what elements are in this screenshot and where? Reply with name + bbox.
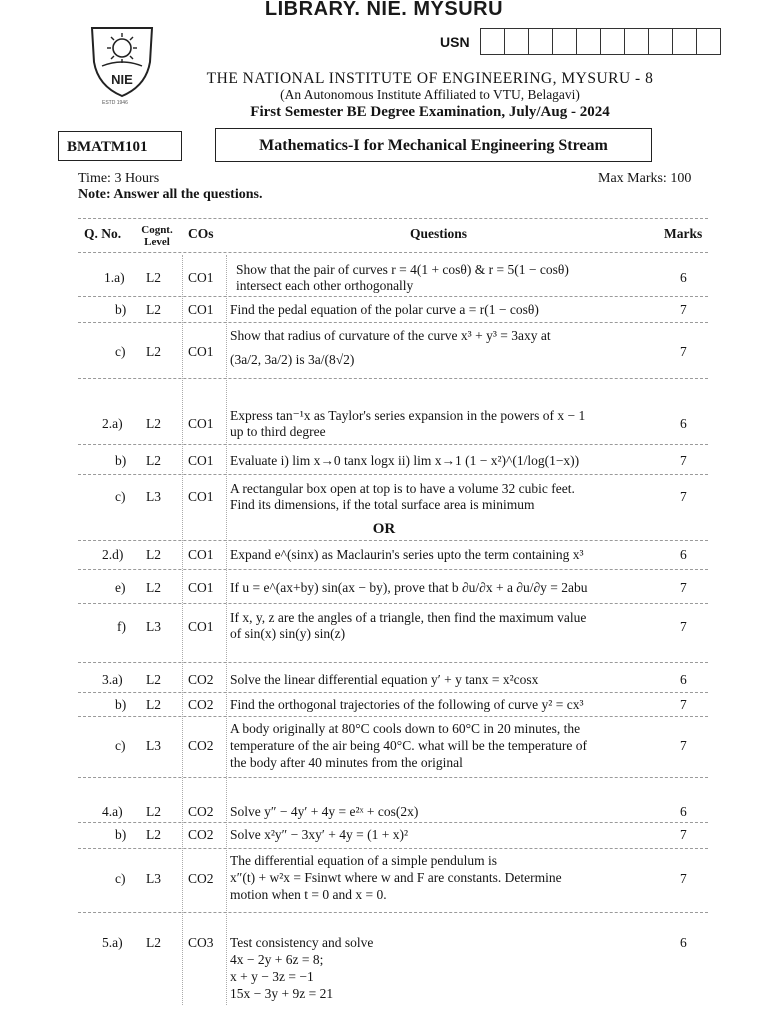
qno-cell: c) bbox=[115, 489, 126, 504]
question-text: A body originally at 80°C cools down to 60°C in 20 minutes, the bbox=[230, 721, 581, 736]
divider bbox=[78, 716, 708, 717]
divider bbox=[78, 777, 708, 778]
co-cell: CO2 bbox=[188, 738, 214, 753]
level-cell: L3 bbox=[146, 619, 161, 634]
qno-cell: 2.a) bbox=[102, 416, 123, 431]
usn-box[interactable] bbox=[552, 28, 576, 55]
header-cos: COs bbox=[188, 226, 214, 241]
qno-cell: b) bbox=[115, 302, 127, 317]
question-text: If x, y, z are the angles of a triangle, then find the maximum value bbox=[230, 610, 587, 625]
marks-cell: 6 bbox=[680, 935, 687, 950]
divider bbox=[78, 378, 708, 379]
co-cell: CO1 bbox=[188, 489, 214, 504]
level-cell: L3 bbox=[146, 489, 161, 504]
usn-box[interactable] bbox=[480, 28, 504, 55]
header-questions: Questions bbox=[410, 226, 468, 241]
level-cell: L2 bbox=[146, 302, 161, 317]
question-text: Solve the linear differential equation y′ + y tanx = x²cosx bbox=[230, 672, 539, 687]
level-cell: L2 bbox=[146, 580, 161, 595]
qno-cell: c) bbox=[115, 344, 126, 359]
level-cell: L2 bbox=[146, 547, 161, 562]
qno-cell: 3.a) bbox=[102, 672, 123, 687]
logo-text: NIE bbox=[111, 72, 133, 87]
co-cell: CO2 bbox=[188, 697, 214, 712]
marks-cell: 6 bbox=[680, 547, 687, 562]
usn-box[interactable] bbox=[504, 28, 528, 55]
usn-box[interactable] bbox=[648, 28, 672, 55]
divider bbox=[78, 296, 708, 297]
co-cell: CO1 bbox=[188, 416, 214, 431]
level-cell: L2 bbox=[146, 935, 161, 950]
co-cell: CO1 bbox=[188, 344, 214, 359]
level-cell: L2 bbox=[146, 804, 161, 819]
qno-cell: f) bbox=[117, 619, 126, 634]
question-text: x″(t) + w²x = Fsinwt where w and F are constants. Determine bbox=[230, 870, 562, 885]
level-cell: L2 bbox=[146, 672, 161, 687]
marks-cell: 7 bbox=[680, 580, 687, 595]
question-text: The differential equation of a simple pendulum is bbox=[230, 853, 498, 868]
question-text: Evaluate i) lim x→0 tanx logx ii) lim x→1 (1 − x²)^(1/log(1−x)) bbox=[230, 453, 580, 468]
logo-caption: ESTD 1946 bbox=[102, 100, 128, 106]
marks-cell: 6 bbox=[680, 672, 687, 687]
marks-cell: 7 bbox=[680, 489, 687, 504]
usn-box[interactable] bbox=[576, 28, 600, 55]
exam-note: Note: Answer all the questions. bbox=[78, 187, 263, 202]
divider bbox=[78, 252, 708, 253]
co-cell: CO1 bbox=[188, 302, 214, 317]
co-cell: CO2 bbox=[188, 672, 214, 687]
divider bbox=[78, 444, 708, 445]
marks-cell: 7 bbox=[680, 738, 687, 753]
question-text: intersect each other orthogonally bbox=[236, 278, 414, 293]
level-cell: L3 bbox=[146, 738, 161, 753]
column-separator bbox=[226, 255, 227, 1005]
marks-cell: 7 bbox=[680, 344, 687, 359]
question-text: A rectangular box open at top is to have a volume 32 cubic feet. bbox=[230, 481, 575, 496]
equation-line: 4x − 2y + 6z = 8; bbox=[230, 952, 324, 967]
level-cell: L2 bbox=[146, 697, 161, 712]
marks-cell: 7 bbox=[680, 827, 687, 842]
usn-box[interactable] bbox=[600, 28, 624, 55]
divider bbox=[78, 218, 708, 219]
divider bbox=[78, 692, 708, 693]
divider bbox=[78, 662, 708, 663]
question-text: Express tan⁻¹x as Taylor's series expansion in the powers of x − 1 bbox=[230, 408, 586, 423]
exam-duration: Time: 3 Hours bbox=[78, 171, 160, 186]
co-cell: CO3 bbox=[188, 935, 214, 950]
divider bbox=[78, 822, 708, 823]
library-stamp: LIBRARY. NIE. MYSURU bbox=[264, 0, 504, 20]
question-text: Find the pedal equation of the polar curve a = r(1 − cosθ) bbox=[230, 302, 539, 317]
question-text: Solve x²y″ − 3xy′ + 4y = (1 + x)² bbox=[230, 827, 408, 842]
divider bbox=[78, 322, 708, 323]
usn-label: USN bbox=[440, 34, 470, 50]
co-cell: CO2 bbox=[188, 871, 214, 886]
usn-box[interactable] bbox=[528, 28, 552, 55]
divider bbox=[78, 912, 708, 913]
question-text: Show that the pair of curves r = 4(1 + cosθ) & r = 5(1 − cosθ) bbox=[236, 262, 569, 277]
level-cell: L3 bbox=[146, 871, 161, 886]
usn-box[interactable] bbox=[624, 28, 648, 55]
qno-cell: 1.a) bbox=[104, 270, 125, 285]
usn-boxes[interactable] bbox=[480, 28, 721, 54]
question-text: (3a/2, 3a/2) is 3a/(8√2) bbox=[230, 352, 355, 367]
question-text: Solve y″ − 4y′ + 4y = e²ˣ + cos(2x) bbox=[230, 804, 419, 819]
qno-cell: e) bbox=[115, 580, 126, 595]
qno-cell: c) bbox=[115, 738, 126, 753]
divider bbox=[78, 474, 708, 475]
co-cell: CO1 bbox=[188, 619, 214, 634]
affiliation: (An Autonomous Institute Affiliated to VTU, Belagavi) bbox=[280, 87, 580, 102]
divider bbox=[78, 540, 708, 541]
qno-cell: b) bbox=[115, 827, 127, 842]
question-text: Show that radius of curvature of the curve x³ + y³ = 3axy at bbox=[230, 328, 551, 343]
marks-cell: 6 bbox=[680, 270, 687, 285]
marks-cell: 6 bbox=[680, 416, 687, 431]
question-text: the body after 40 minutes from the original bbox=[230, 755, 463, 770]
qno-cell: 4.a) bbox=[102, 804, 123, 819]
level-cell: L2 bbox=[146, 344, 161, 359]
co-cell: CO1 bbox=[188, 453, 214, 468]
marks-cell: 6 bbox=[680, 804, 687, 819]
question-text: Expand e^(sinx) as Maclaurin's series upto the term containing x³ bbox=[230, 547, 584, 562]
or-separator: OR bbox=[372, 521, 396, 537]
marks-cell: 7 bbox=[680, 302, 687, 317]
exam-title: First Semester BE Degree Examination, July/Aug - 2024 bbox=[250, 104, 610, 120]
divider bbox=[78, 603, 708, 604]
question-text: Find its dimensions, if the total surface area is minimum bbox=[230, 497, 535, 512]
institute-name: THE NATIONAL INSTITUTE OF ENGINEERING, MYSURU - 8 bbox=[206, 70, 654, 87]
co-cell: CO2 bbox=[188, 827, 214, 842]
usn-box[interactable] bbox=[696, 28, 721, 55]
qno-cell: b) bbox=[115, 453, 127, 468]
course-title: Mathematics-I for Mechanical Engineering Stream bbox=[215, 128, 652, 162]
header-marks: Marks bbox=[664, 226, 703, 241]
question-text: If u = e^(ax+by) sin(ax − by), prove that b ∂u/∂x + a ∂u/∂y = 2abu bbox=[230, 580, 588, 595]
level-cell: L2 bbox=[146, 416, 161, 431]
qno-cell: c) bbox=[115, 871, 126, 886]
divider bbox=[78, 569, 708, 570]
co-cell: CO1 bbox=[188, 547, 214, 562]
co-cell: CO2 bbox=[188, 804, 214, 819]
co-cell: CO1 bbox=[188, 580, 214, 595]
level-cell: L2 bbox=[146, 270, 161, 285]
level-cell: L2 bbox=[146, 453, 161, 468]
question-text: up to third degree bbox=[230, 424, 326, 439]
course-code: BMATM101 bbox=[58, 131, 182, 161]
qno-cell: 2.d) bbox=[102, 547, 124, 562]
usn-box[interactable] bbox=[672, 28, 696, 55]
marks-cell: 7 bbox=[680, 619, 687, 634]
divider bbox=[78, 848, 708, 849]
equation-line: x + y − 3z = −1 bbox=[230, 969, 314, 984]
level-cell: L2 bbox=[146, 827, 161, 842]
qno-cell: 5.a) bbox=[102, 935, 123, 950]
question-text: of sin(x) sin(y) sin(z) bbox=[230, 626, 346, 641]
header-qno: Q. No. bbox=[84, 226, 122, 241]
max-marks: Max Marks: 100 bbox=[598, 171, 692, 186]
question-text: motion when t = 0 and x = 0. bbox=[230, 887, 387, 902]
co-cell: CO1 bbox=[188, 270, 214, 285]
question-text: temperature of the air being 40°C. what will be the temperature of bbox=[230, 738, 588, 753]
qno-cell: b) bbox=[115, 697, 127, 712]
marks-cell: 7 bbox=[680, 453, 687, 468]
marks-cell: 7 bbox=[680, 871, 687, 886]
equation-line: 15x − 3y + 9z = 21 bbox=[230, 986, 334, 1001]
column-separator bbox=[182, 255, 183, 1005]
question-text: Test consistency and solve bbox=[230, 935, 374, 950]
header-cognitive-level: Cognt. Level bbox=[141, 224, 173, 248]
question-text: Find the orthogonal trajectories of the following of curve y² = cx³ bbox=[230, 697, 584, 712]
marks-cell: 7 bbox=[680, 697, 687, 712]
